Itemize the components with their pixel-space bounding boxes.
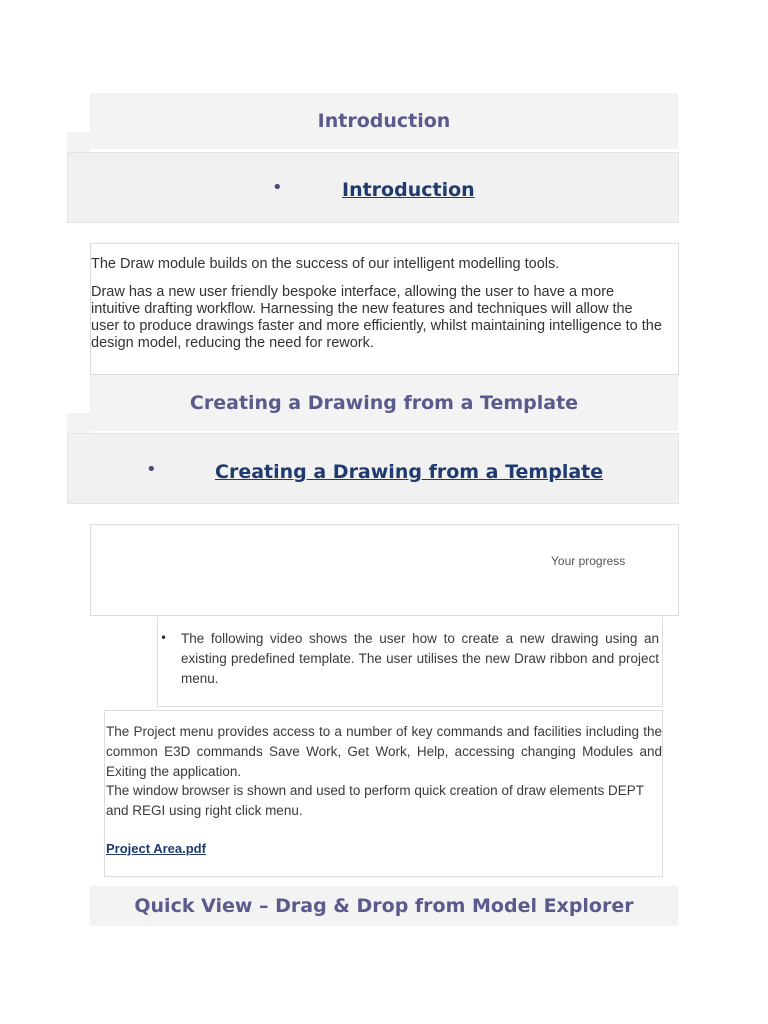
- heading-notch: [67, 132, 91, 152]
- list-bullet: •: [160, 631, 168, 645]
- project-menu-paragraph: The Project menu provides access to a number of key commands and facilities including the common E3D commands Save Work, Get Work, Help, accessing changing Modules and Exiting the application.: [106, 724, 662, 779]
- heading-text: Introduction: [317, 110, 451, 132]
- project-area-pdf-link[interactable]: Project Area.pdf: [106, 841, 206, 856]
- project-menu-box: [104, 710, 663, 877]
- video-list-box: [157, 617, 663, 707]
- heading-notch: [67, 413, 91, 433]
- toc-band-introduction: [67, 152, 679, 223]
- section-heading-template: [90, 375, 678, 431]
- toc-link-introduction[interactable]: Introduction: [342, 179, 475, 201]
- intro-paragraph-1: The Draw module builds on the success of our intelligent modelling tools.: [91, 256, 560, 272]
- toc-bullet: •: [146, 459, 157, 480]
- intro-text-box: [90, 243, 679, 375]
- section-heading-quickview: [90, 886, 678, 926]
- progress-box: [90, 524, 679, 616]
- toc-band-template: [67, 433, 679, 504]
- toc-link-template[interactable]: Creating a Drawing from a Template: [215, 461, 604, 483]
- heading-text: Creating a Drawing from a Template: [189, 392, 579, 414]
- toc-bullet: •: [272, 177, 283, 198]
- progress-label: Your progress: [551, 554, 626, 568]
- intro-paragraph-2: Draw has a new user friendly bespoke interface, allowing the user to have a more intuitive drafting workflow. Harnessing the new features and techniques will allow the user to produce drawings faster and more efficiently, whilst maintaining intelligence to the design model, reducing the need for rework.: [91, 284, 662, 351]
- section-heading-introduction: [90, 93, 678, 149]
- heading-text: Quick View – Drag & Drop from Model Explorer: [134, 895, 634, 917]
- window-browser-paragraph: The window browser is shown and used to perform quick creation of draw elements DEPT and REGI using right click menu.: [106, 783, 644, 818]
- video-list-item: The following video shows the user how to create a new drawing using an existing predefined template. The user utilises the new Draw ribbon and project menu.: [181, 631, 659, 686]
